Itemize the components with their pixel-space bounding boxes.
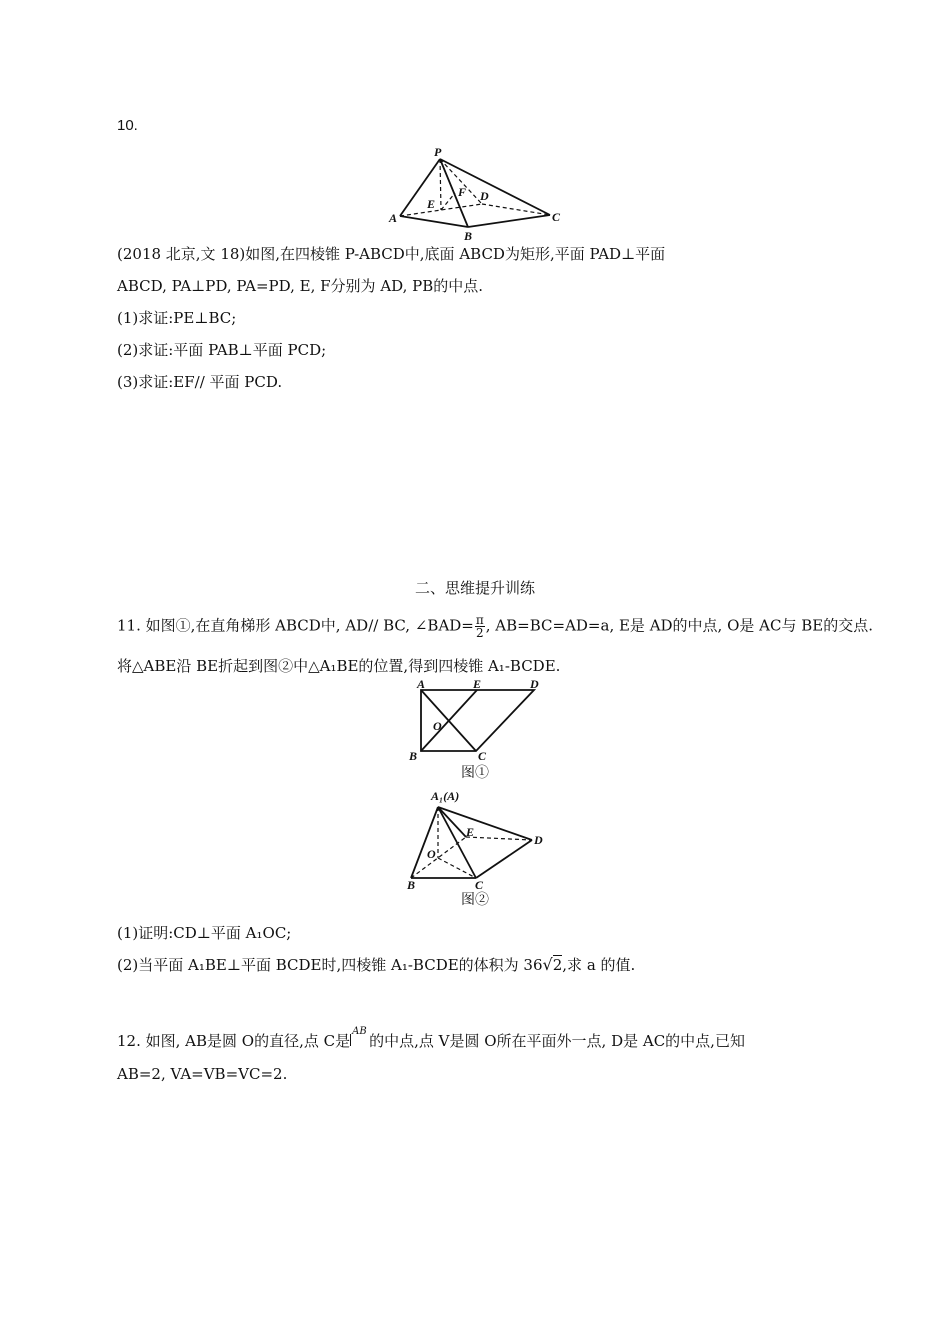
- q11-part2: [117, 955, 635, 975]
- question-10-number: 10.: [117, 117, 138, 134]
- q10-stem-line2: ABCD, PA⊥PD, PA=PD, E, F分别为 AD, PB的中点.: [117, 277, 484, 295]
- fig1-label-C: C: [478, 749, 487, 763]
- q11-part1: (1)证明:CD⊥平面 A₁OC;: [117, 924, 292, 942]
- q11-stem-line1: [117, 614, 873, 639]
- fig1-label-B: B: [409, 749, 418, 763]
- fig2-label-B: B: [407, 878, 416, 892]
- arc-ab-label: AB: [352, 1026, 367, 1037]
- q11-stem-line2: 将△ABE沿 BE折起到图②中△A₁BE的位置,得到四棱锥 A₁-BCDE.: [117, 657, 561, 675]
- q10-part2: (2)求证:平面 PAB⊥平面 PCD;: [117, 341, 327, 359]
- fig2-label-A1: A₁(A): [431, 789, 460, 803]
- fig1-label-E: E: [473, 677, 482, 691]
- fig1-label-O: O: [433, 719, 442, 733]
- fraction-numerator: π: [475, 613, 484, 627]
- figure-2-caption: 图②: [461, 892, 489, 908]
- section-title: 二、思维提升训练: [414, 579, 535, 597]
- pi-over-2-fraction: [475, 614, 485, 639]
- q12-line1-end: 的中点,点 V是圆 O所在平面外一点, D是 AC的中点,已知: [369, 1032, 745, 1050]
- label-D: D: [480, 189, 489, 203]
- folded-pyramid-figure-2: [400, 790, 560, 890]
- label-B: B: [464, 229, 473, 243]
- sqrt-radicand: 2: [552, 956, 563, 974]
- fig2-label-E: E: [466, 825, 475, 839]
- pyramid-figure-q10: [385, 142, 575, 242]
- fig1-label-A: A: [417, 677, 426, 691]
- q10-part3: (3)求证:EF// 平面 PCD.: [117, 373, 283, 391]
- label-F: F: [458, 185, 467, 199]
- q12-line1-start: 12. 如图, AB是圆 O的直径,点 C是: [117, 1032, 351, 1050]
- trapezoid-figure-1: [405, 677, 555, 770]
- q11-line1-end: , AB=BC=AD=a, E是 AD的中点, O是 AC与 BE的交点.: [485, 616, 873, 635]
- arc-ab-notation: [350, 1026, 369, 1046]
- q11-part2-end: ,求 a 的值.: [562, 956, 636, 974]
- q12-stem-line1: [117, 1026, 745, 1051]
- fig1-label-D: D: [530, 677, 539, 691]
- q11-part2-start: (2)当平面 A₁BE⊥平面 BCDE时,四棱锥 A₁-BCDE的体积为 36: [117, 956, 543, 974]
- label-E: E: [427, 197, 436, 211]
- fig2-label-C: C: [475, 878, 484, 892]
- q10-stem-line1: (2018 北京,文 18)如图,在四棱锥 P-ABCD中,底面 ABCD为矩形,平面 PAD⊥平面: [117, 245, 666, 263]
- q10-part1: (1)求证:PE⊥BC;: [117, 309, 237, 327]
- fig2-label-O: O: [427, 847, 436, 861]
- label-P: P: [434, 145, 442, 159]
- fig2-label-D: D: [534, 833, 543, 847]
- label-C: C: [552, 210, 561, 224]
- label-A: A: [389, 211, 398, 225]
- q11-line1-start: 11. 如图①,在直角梯形 ABCD中, AD// BC, ∠BAD=: [117, 616, 474, 635]
- fraction-denominator: 2: [476, 626, 484, 640]
- q12-stem-line2: AB=2, VA=VB=VC=2.: [117, 1065, 288, 1083]
- sqrt-symbol: √: [542, 955, 553, 974]
- figure-1-caption: 图①: [461, 765, 489, 781]
